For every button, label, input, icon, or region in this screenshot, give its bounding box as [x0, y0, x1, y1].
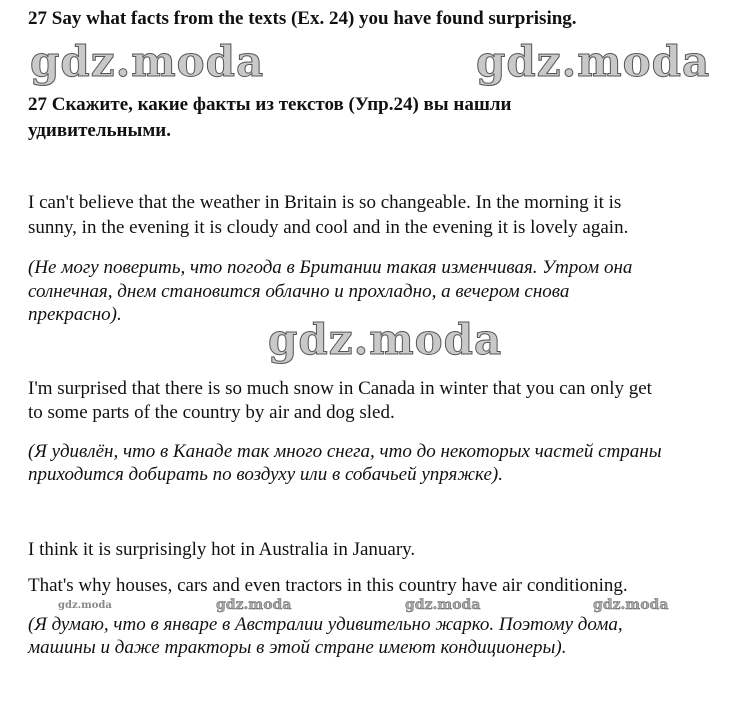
watermark: gdz.moda — [216, 597, 292, 613]
paragraph-en-line: to some parts of the country by air and dog sled. — [28, 402, 395, 423]
watermark: gdz.moda — [476, 37, 711, 86]
paragraph-ru-line: приходится добирать по воздуху или в собачьей упряжке). — [28, 464, 503, 485]
paragraph-ru-line: (Не могу поверить, что погода в Британии такая изменчивая. Утром она — [28, 257, 633, 278]
paragraph-ru-line: солнечная, днем становится облачно и прохладно, а вечером снова — [28, 281, 570, 302]
watermark: gdz.moda — [268, 315, 503, 364]
exercise-title-en: 27 Say what facts from the texts (Ex. 24) you have found surprising. — [28, 8, 577, 29]
exercise-title-ru-line2: удивительными. — [28, 120, 171, 141]
paragraph-en-line: I can't believe that the weather in Britain is so changeable. In the morning it is — [28, 192, 622, 213]
paragraph-ru-line: (Я удивлён, что в Канаде так много снега, что до некоторых частей страны — [28, 441, 662, 462]
watermark: gdz.moda — [30, 37, 265, 86]
watermark: gdz.moda — [58, 600, 112, 611]
watermark: gdz.moda — [405, 597, 481, 613]
paragraph-ru-line: прекрасно). — [28, 304, 122, 325]
paragraph-en-line: I think it is surprisingly hot in Australia in January. — [28, 539, 416, 560]
watermark: gdz.moda — [593, 597, 669, 613]
exercise-title-ru-line1: 27 Скажите, какие факты из текстов (Упр.24) вы нашли — [28, 94, 512, 115]
paragraph-en-line: sunny, in the evening it is cloudy and cool and in the evening it is lovely again. — [28, 217, 629, 238]
paragraph-ru-line: (Я думаю, что в январе в Австралии удивительно жарко. Поэтому дома, — [28, 614, 623, 635]
paragraph-en-line: I'm surprised that there is so much snow in Canada in winter that you can only get — [28, 378, 652, 399]
paragraph-ru-line: машины и даже тракторы в этой стране имеют кондиционеры). — [28, 637, 567, 658]
paragraph-en-line: That's why houses, cars and even tractors in this country have air conditioning. — [28, 575, 628, 596]
